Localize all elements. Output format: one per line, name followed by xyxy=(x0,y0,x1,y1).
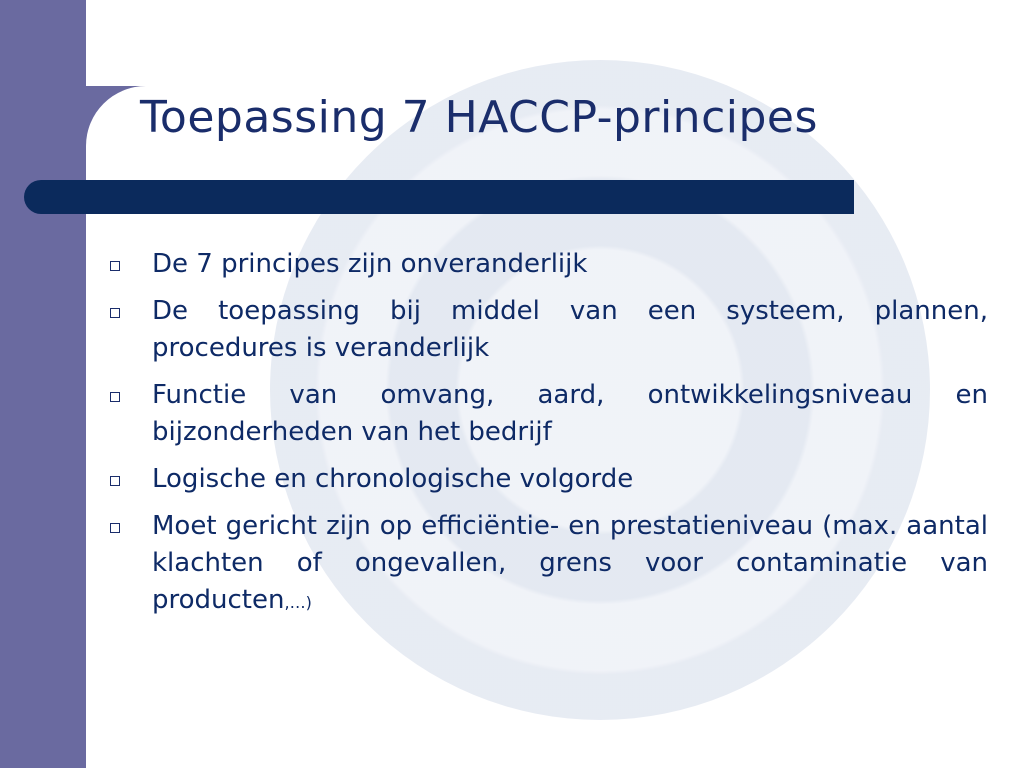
title-underline-bar xyxy=(24,180,854,214)
square-bullet-icon xyxy=(110,308,120,318)
bullet-text: Logische en chronologische volgorde xyxy=(152,464,634,494)
bullet-item xyxy=(110,377,988,451)
bullet-list xyxy=(110,246,988,631)
square-bullet-icon xyxy=(110,523,120,533)
square-bullet-icon xyxy=(110,476,120,486)
square-bullet-icon xyxy=(110,261,120,271)
bullet-item xyxy=(110,508,988,621)
bullet-text: De toepassing bij middel van een systeem, plannen, procedures is veranderlijk xyxy=(152,296,988,363)
bullet-item xyxy=(110,293,988,367)
bullet-item xyxy=(110,461,988,498)
square-bullet-icon xyxy=(110,392,120,402)
bullet-text-suffix: ,…) xyxy=(284,593,312,612)
bullet-text: Moet gericht zijn op efficiëntie- en prestatieniveau (max. aantal klachten of ongevallen, grens voor contaminatie van producten xyxy=(152,511,988,615)
slide-title: Toepassing 7 HACCP-principes xyxy=(140,92,818,143)
bullet-text: Functie van omvang, aard, ontwikkelingsniveau en bijzonderheden van het bedrijf xyxy=(152,380,988,447)
bullet-item xyxy=(110,246,988,283)
bullet-text: De 7 principes zijn onveranderlijk xyxy=(152,249,588,279)
left-sidebar-band xyxy=(0,0,86,768)
